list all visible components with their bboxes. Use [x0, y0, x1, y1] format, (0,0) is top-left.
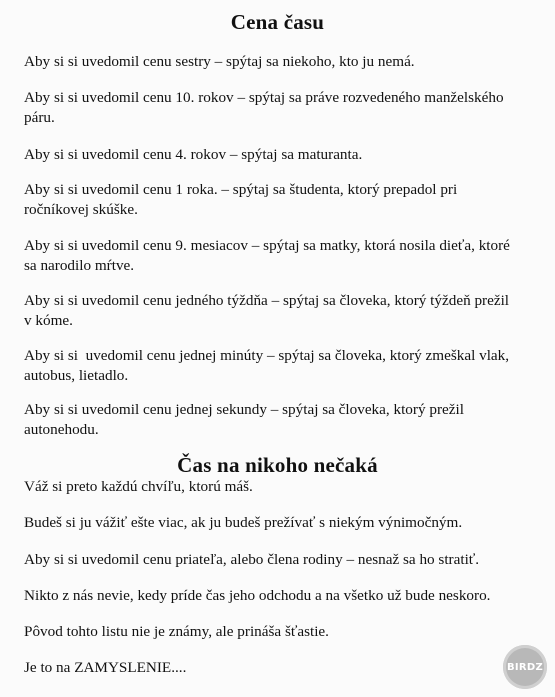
paragraph-value-moment: Váž si preto každú chvíľu, ktorú máš.	[24, 478, 253, 495]
paragraph-nine-months: Aby si si uvedomil cenu 9. mesiacov – spýtaj sa matky, ktorá nosila dieťa, ktoré sa narodilo mŕtve.	[24, 237, 510, 274]
paragraph-friend-family: Aby si si uvedomil cenu priateľa, alebo člena rodiny – nesnaž sa ho stratiť.	[24, 551, 480, 568]
paragraph-four-years: Aby si si uvedomil cenu 4. rokov – spýtaj sa maturanta.	[24, 146, 363, 163]
paragraph-sister: Aby si si uvedomil cenu sestry – spýtaj sa niekoho, kto ju nemá.	[24, 53, 415, 70]
paragraph-one-minute: Aby si si uvedomil cenu jednej minúty – spýtaj sa človeka, ktorý zmeškal vlak, autobus, lietadlo.	[24, 347, 510, 384]
document-title: Cena času	[230, 10, 325, 34]
paragraph-someone-special: Budeš si ju vážiť ešte viac, ak ju budeš prežívať s niekým výnimočným.	[24, 514, 463, 531]
birdz-watermark-icon	[503, 645, 547, 689]
document-subtitle: Čas na nikoho nečaká	[177, 453, 378, 477]
paragraph-think-about: Je to na ZAMYSLENIE....	[24, 659, 187, 676]
paragraph-origin: Pôvod tohto listu nie je známy, ale prináša šťastie.	[24, 623, 329, 640]
paragraph-nobody-knows: Nikto z nás nevie, kedy príde čas jeho odchodu a na všetko už bude neskoro.	[24, 587, 491, 604]
paragraph-ten-years: Aby si si uvedomil cenu 10. rokov – spýtaj sa práve rozvedeného manželského páru.	[24, 89, 504, 126]
paragraph-one-week: Aby si si uvedomil cenu jedného týždňa – spýtaj sa človeka, ktorý týždeň prežil v kóme.	[24, 292, 510, 329]
paragraph-one-year: Aby si si uvedomil cenu 1 roka. – spýtaj sa študenta, ktorý prepadol pri ročníkovej skúške.	[24, 181, 458, 218]
paragraph-one-second: Aby si si uvedomil cenu jednej sekundy – spýtaj sa človeka, ktorý prežil autonehodu.	[24, 401, 464, 438]
watermark-label: BIRDZ	[506, 661, 544, 673]
